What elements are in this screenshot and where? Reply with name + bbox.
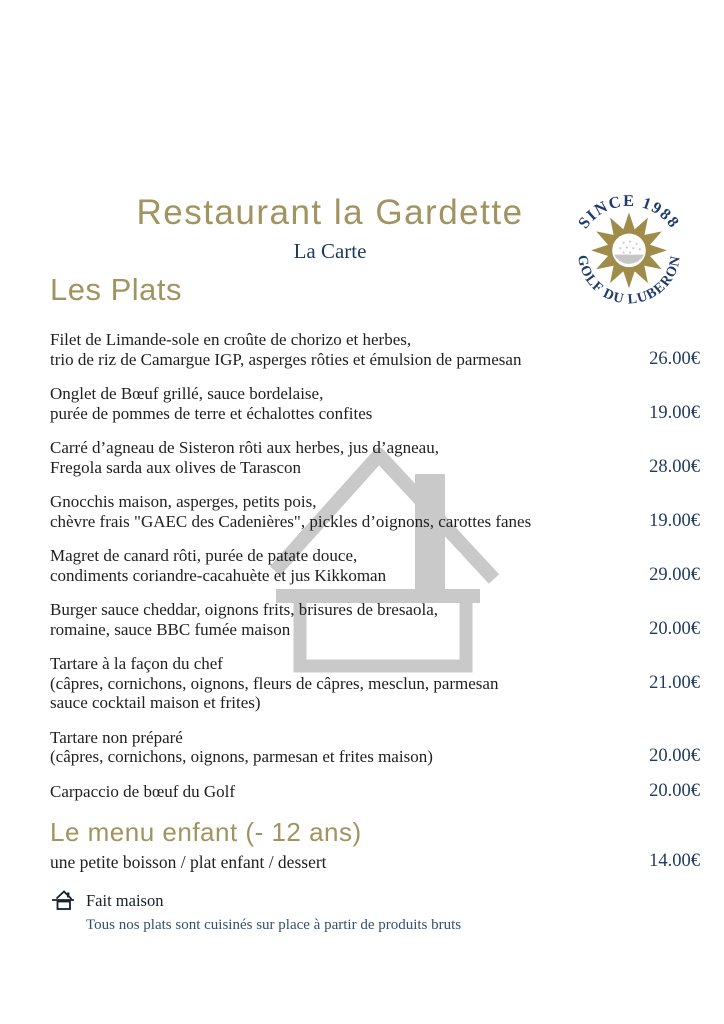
logo-bottom-text: GOLF DU LUBERON bbox=[573, 253, 685, 308]
dish-price: 21.00€ bbox=[649, 672, 700, 693]
dish-description: Carré d’agneau de Sisteron rôti aux herbes, jus d’agneau, Fregola sarda aux olives de Tarascon bbox=[50, 438, 439, 477]
kids-menu-description: une petite boisson / plat enfant / dessert bbox=[50, 852, 327, 872]
dish-item bbox=[50, 438, 700, 477]
dish-price: 20.00€ bbox=[649, 746, 700, 766]
dish-item bbox=[50, 546, 700, 585]
dish-price: 19.00€ bbox=[649, 402, 700, 423]
dish-item bbox=[50, 600, 700, 639]
fait-maison-label: Fait maison bbox=[86, 890, 164, 910]
dish-description: Tartare à la façon du chef (câpres, cornichons, oignons, fleurs de câpres, mesclun, parmesan sauce cocktail maison et frites) bbox=[50, 654, 499, 712]
section-title-menu-enfant: Le menu enfant (- 12 ans) bbox=[50, 817, 362, 847]
dish-list bbox=[50, 330, 700, 801]
dish-price: 19.00€ bbox=[649, 510, 700, 531]
fait-maison-icon bbox=[50, 888, 77, 913]
dish-price: 26.00€ bbox=[649, 348, 700, 369]
footer-note: Tous nos plats sont cuisinés sur place à partir de produits bruts bbox=[86, 917, 462, 933]
kids-menu-item bbox=[50, 852, 700, 872]
dish-price: 20.00€ bbox=[649, 780, 700, 801]
dish-item bbox=[50, 782, 700, 802]
dish-description: Gnocchis maison, asperges, petits pois, chèvre frais "GAEC des Cadenières", pickles d’oignons, carottes fanes bbox=[50, 492, 532, 531]
dish-price: 28.00€ bbox=[649, 456, 700, 477]
dish-description: Filet de Limande-sole en croûte de chorizo et herbes, trio de riz de Camargue IGP, asperges rôties et émulsion de parmesan bbox=[50, 330, 522, 369]
dish-item bbox=[50, 384, 700, 423]
golf-du-luberon-logo bbox=[563, 181, 695, 311]
dish-price: 20.00€ bbox=[649, 618, 700, 639]
dish-item bbox=[50, 330, 700, 369]
kids-menu-price: 14.00€ bbox=[649, 851, 700, 871]
dish-description: Magret de canard rôti, purée de patate douce, condiments coriandre-cacahuète et jus Kikkoman bbox=[50, 546, 387, 585]
menu-subtitle: La Carte bbox=[293, 239, 367, 263]
section-title-les-plats: Les Plats bbox=[50, 272, 183, 307]
dish-description: Burger sauce cheddar, oignons frits, brisures de bresaola, romaine, sauce BBC fumée maison bbox=[50, 600, 438, 639]
dish-price: 29.00€ bbox=[649, 564, 700, 585]
dish-item bbox=[50, 654, 700, 713]
dish-item bbox=[50, 492, 700, 531]
dish-description: Onglet de Bœuf grillé, sauce bordelaise, purée de pommes de terre et échalottes confites bbox=[50, 384, 373, 423]
fait-maison-row bbox=[50, 888, 700, 913]
dish-description: Tartare non préparé (câpres, cornichons, oignons, parmesan et frites maison) bbox=[50, 727, 433, 766]
dish-description: Carpaccio de bœuf du Golf bbox=[50, 781, 236, 801]
menu-footer bbox=[50, 888, 700, 935]
logo-top-text: SINCE 1988 bbox=[574, 191, 684, 233]
restaurant-title: Restaurant la Gardette bbox=[136, 193, 524, 232]
golf-ball-icon bbox=[612, 234, 646, 268]
dish-item bbox=[50, 728, 700, 767]
